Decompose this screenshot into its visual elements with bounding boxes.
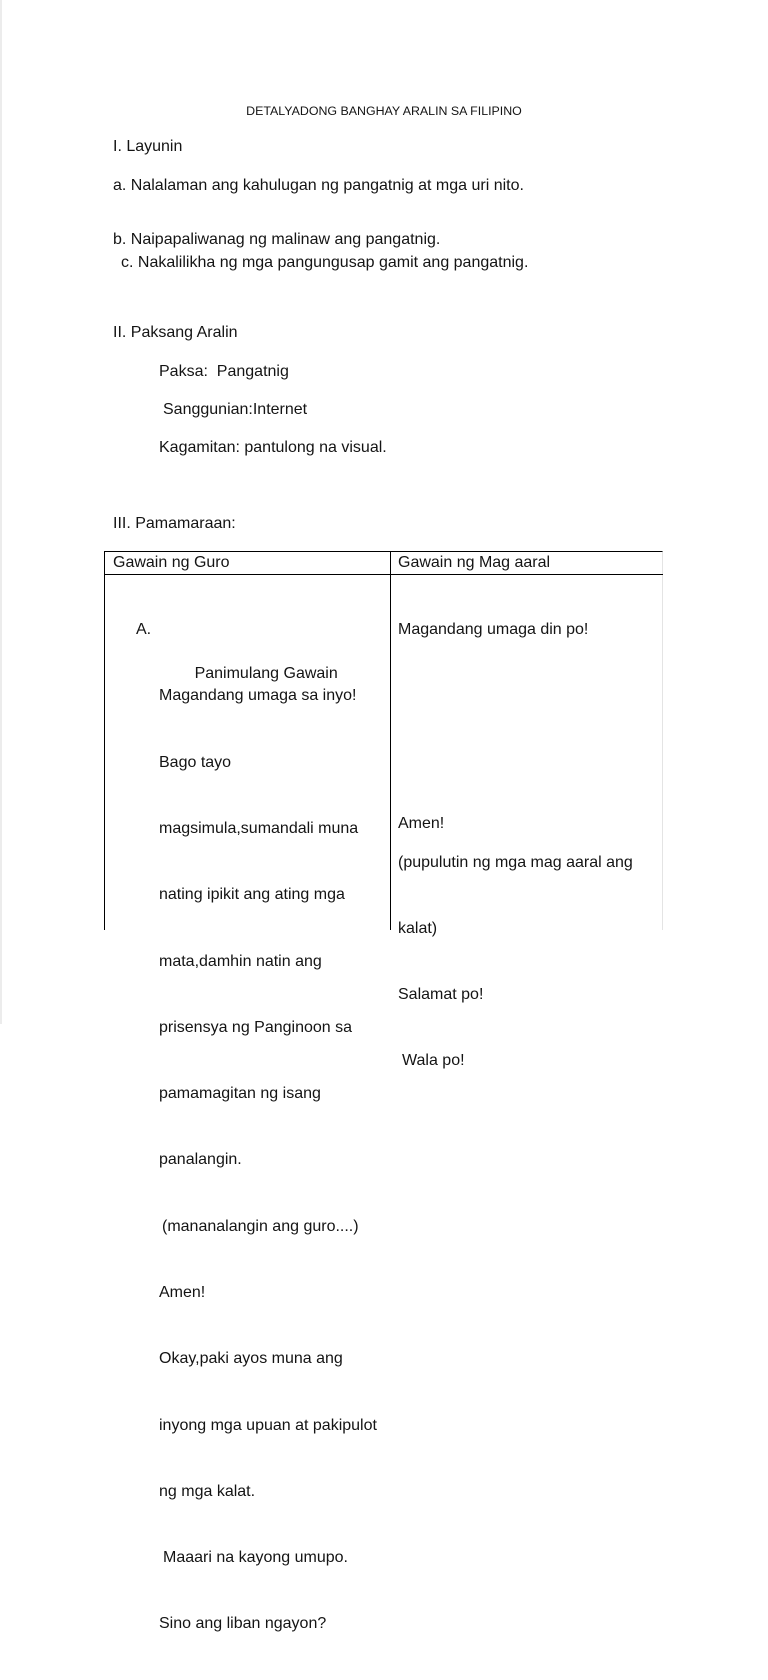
mag-aaral-line: (pupulutin ng mga mag aaral ang	[398, 854, 633, 871]
section-heading-layunin: I. Layunin	[113, 138, 183, 155]
section-marker: A.	[136, 621, 152, 639]
guro-line: Sino ang liban ngayon?	[159, 1615, 327, 1633]
activity-section-heading	[136, 619, 377, 683]
guro-line: Maaari na kayong umupo.	[163, 1549, 348, 1567]
mag-aaral-responses	[398, 808, 633, 1116]
column-header-mag-aaral: Gawain ng Mag aaral	[398, 554, 551, 571]
section-title: Panimulang Gawain	[194, 665, 338, 683]
guro-line: pamamagitan ng isang	[159, 1085, 321, 1103]
section-heading-paksang-aralin: II. Paksang Aralin	[113, 324, 238, 341]
guro-line: inyong mga upuan at pakipulot	[159, 1416, 377, 1434]
guro-line: (mananalangin ang guro....)	[162, 1217, 359, 1235]
guro-line: magsimula,sumandali muna	[159, 820, 359, 838]
mag-aaral-greeting: Magandang umaga din po!	[398, 621, 589, 639]
guro-line: Bago tayo	[159, 753, 232, 771]
paksa-field: Paksa: Pangatnig	[159, 363, 289, 380]
table-column-divider	[390, 551, 391, 930]
column-header-guro: Gawain ng Guro	[113, 554, 230, 571]
kagamitan-field: Kagamitan: pantulong na visual.	[159, 439, 387, 456]
guro-line: mata,damhin natin ang	[159, 952, 322, 970]
guro-line: panalangin.	[159, 1151, 242, 1169]
mag-aaral-line: Salamat po!	[398, 986, 484, 1003]
guro-line: nating ipikit ang ating mga	[159, 886, 345, 904]
guro-line: Magandang umaga sa inyo!	[159, 687, 357, 705]
objective-item-c: c. Nakalilikha ng mga pangungusap gamit ang pangatnig.	[121, 254, 529, 271]
guro-line: prisensya ng Panginoon sa	[159, 1018, 353, 1036]
sanggunian-field: Sanggunian:Internet	[163, 401, 308, 418]
section-heading-pamamaraan: III. Pamamaraan:	[113, 515, 236, 532]
guro-line: Okay,paki ayos muna ang	[159, 1350, 343, 1368]
objective-item-b: b. Naipapaliwanag ng malinaw ang pangatnig.	[113, 231, 441, 248]
mag-aaral-line: kalat)	[398, 920, 438, 937]
procedure-table	[104, 551, 663, 1633]
mag-aaral-greeting-cell	[398, 575, 588, 685]
guro-line: ng mga kalat.	[159, 1482, 256, 1500]
objective-item-a: a. Nalalaman ang kahulugan ng pangatnig at mga uri nito.	[113, 177, 524, 194]
mag-aaral-line: Wala po!	[402, 1052, 465, 1069]
guro-activity-cell	[136, 575, 377, 1680]
document-title: DETALYADONG BANGHAY ARALIN SA FILIPINO	[246, 104, 522, 118]
mag-aaral-amen: Amen!	[398, 815, 445, 833]
guro-line: Amen!	[159, 1284, 206, 1301]
